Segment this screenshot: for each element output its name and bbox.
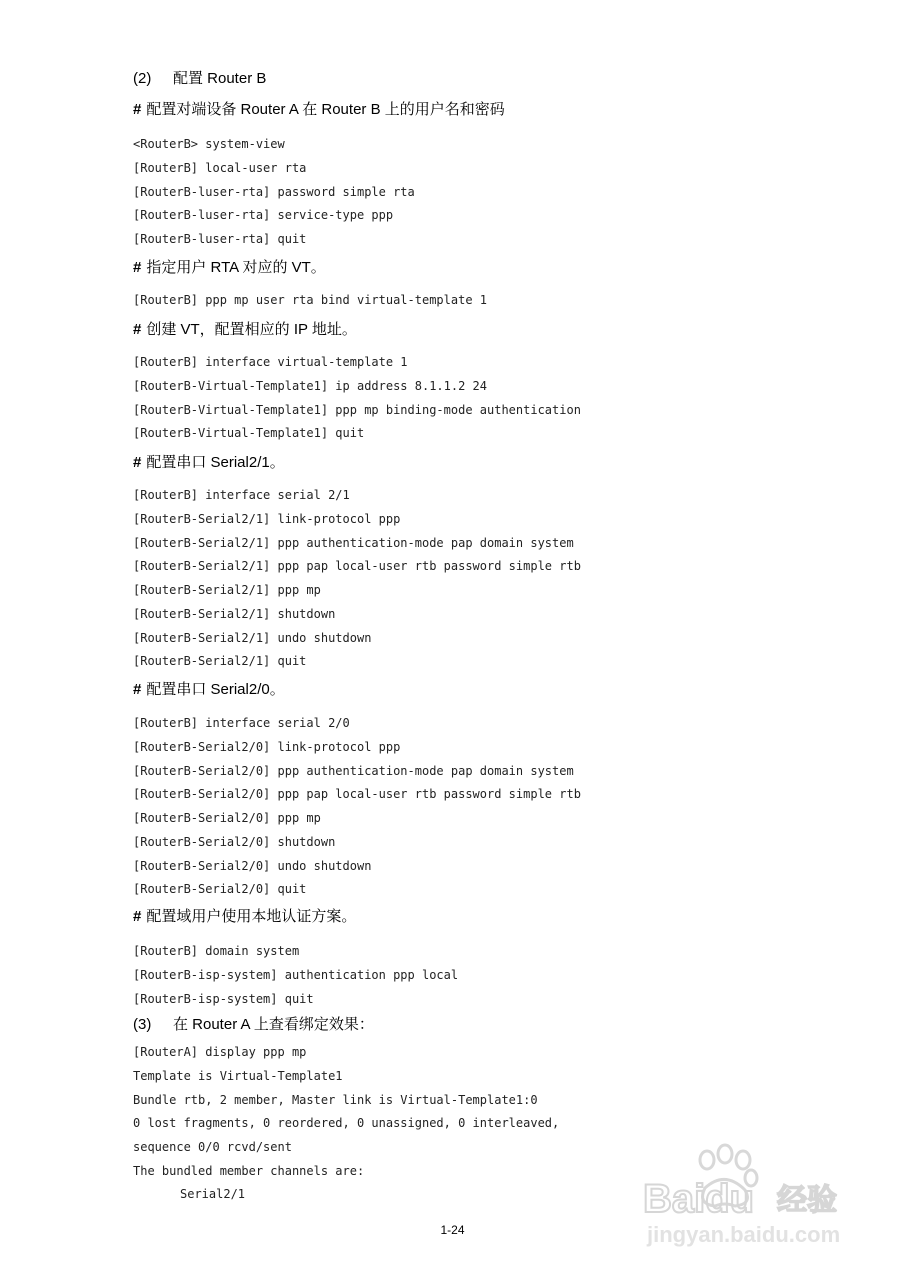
step-3-heading xyxy=(133,1015,374,1035)
code-line: The bundled member channels are: xyxy=(133,1163,365,1178)
code-block-local-user xyxy=(133,136,415,255)
step-title: 配置 Router B xyxy=(173,70,267,87)
hash-mark: # xyxy=(133,681,142,698)
code-line: [RouterB-Serial2/0] quit xyxy=(133,882,307,897)
code-line: [RouterA] display ppp mp xyxy=(133,1045,307,1059)
code-line: [RouterB-luser-rta] password simple rta xyxy=(133,184,415,199)
code-block-serial-2-0 xyxy=(133,715,581,905)
step-number: (2) xyxy=(133,70,152,87)
code-line: [RouterB-Serial2/0] ppp authentication-mode pap domain system xyxy=(133,763,574,778)
comment-text: 指定用户 RTA 对应的 VT。 xyxy=(146,259,326,276)
code-line: [RouterB-luser-rta] quit xyxy=(133,232,307,246)
code-line: [RouterB-Serial2/1] quit xyxy=(133,654,307,669)
watermark-brand-cn: 经验 xyxy=(777,1183,837,1218)
code-line: [RouterB] interface serial 2/1 xyxy=(133,488,350,502)
watermark-brand: Baidu xyxy=(643,1177,755,1221)
code-line: [RouterB-Serial2/0] shutdown xyxy=(133,834,336,849)
watermark-url: jingyan.baidu.com xyxy=(647,1222,841,1247)
comment-text: 配置串口 Serial2/0。 xyxy=(146,681,285,698)
code-line: [RouterB-isp-system] authentication ppp local xyxy=(133,967,459,982)
code-line: [RouterB] interface virtual-template 1 xyxy=(133,355,408,369)
hash-mark: # xyxy=(133,321,142,338)
comment-heading xyxy=(133,258,326,278)
comment-heading xyxy=(133,453,285,473)
code-line: [RouterB-Serial2/0] ppp mp xyxy=(133,811,321,825)
code-line: [RouterB-Virtual-Template1] ip address 8.1.1.2 24 xyxy=(133,378,488,393)
code-block-member-channel xyxy=(180,1186,245,1210)
comment-text: 配置对端设备 Router A 在 Router B 上的用户名和密码 xyxy=(146,101,505,118)
comment-heading xyxy=(133,907,356,927)
code-line: sequence 0/0 rcvd/sent xyxy=(133,1140,292,1154)
code-block-domain xyxy=(133,943,458,1014)
code-line: 0 lost fragments, 0 reordered, 0 unassigned, 0 interleaved, xyxy=(133,1116,560,1131)
code-line: [RouterB-Serial2/1] ppp authentication-mode pap domain system xyxy=(133,535,574,550)
baidu-jingyan-watermark xyxy=(635,1140,865,1250)
hash-mark: # xyxy=(133,101,142,118)
code-line: [RouterB] local-user rta xyxy=(133,160,307,175)
code-line: Serial2/1 xyxy=(180,1187,246,1201)
code-block-virtual-template xyxy=(133,354,581,449)
code-block-display-output xyxy=(133,1044,559,1187)
comment-text: 配置串口 Serial2/1。 xyxy=(146,454,285,471)
code-line: [RouterB-isp-system] quit xyxy=(133,991,314,1006)
code-block-mp-bind xyxy=(133,292,487,316)
step-number: (3) xyxy=(133,1016,152,1033)
code-line: [RouterB-Serial2/1] ppp mp xyxy=(133,583,321,597)
code-line: <RouterB> system-view xyxy=(133,137,285,151)
step-title: 在 Router A 上查看绑定效果： xyxy=(173,1016,374,1033)
code-line: [RouterB-Virtual-Template1] ppp mp binding-mode authentication xyxy=(133,402,581,417)
code-line: [RouterB-Serial2/1] link-protocol ppp xyxy=(133,511,401,526)
code-line: [RouterB] interface serial 2/0 xyxy=(133,716,350,730)
hash-mark: # xyxy=(133,259,142,276)
comment-text: 创建 VT，配置相应的 IP 地址。 xyxy=(146,321,357,338)
comment-text: 配置域用户使用本地认证方案。 xyxy=(146,908,357,925)
hash-mark: # xyxy=(133,454,142,471)
comment-heading xyxy=(133,100,505,120)
code-line: [RouterB-Virtual-Template1] quit xyxy=(133,426,365,441)
comment-heading xyxy=(133,320,357,340)
page-number: 1-24 xyxy=(440,1223,465,1237)
code-line: [RouterB] ppp mp user rta bind virtual-template 1 xyxy=(133,293,488,307)
hash-mark: # xyxy=(133,908,142,925)
code-line: Bundle rtb, 2 member, Master link is Virtual-Template1:0 xyxy=(133,1092,538,1107)
code-line: [RouterB-Serial2/0] link-protocol ppp xyxy=(133,739,401,754)
code-line: [RouterB] domain system xyxy=(133,944,300,958)
code-line: [RouterB-Serial2/1] shutdown xyxy=(133,606,336,621)
code-line: [RouterB-Serial2/1] undo shutdown xyxy=(133,630,372,645)
code-block-serial-2-1 xyxy=(133,487,581,677)
code-line: [RouterB-Serial2/0] ppp pap local-user rtb password simple rtb xyxy=(133,787,581,802)
code-line: [RouterB-Serial2/1] ppp pap local-user rtb password simple rtb xyxy=(133,559,581,574)
code-line: [RouterB-Serial2/0] undo shutdown xyxy=(133,858,372,873)
code-line: [RouterB-luser-rta] service-type ppp xyxy=(133,208,394,223)
step-2-heading xyxy=(133,69,266,89)
code-line: Template is Virtual-Template1 xyxy=(133,1068,343,1083)
comment-heading xyxy=(133,680,285,700)
